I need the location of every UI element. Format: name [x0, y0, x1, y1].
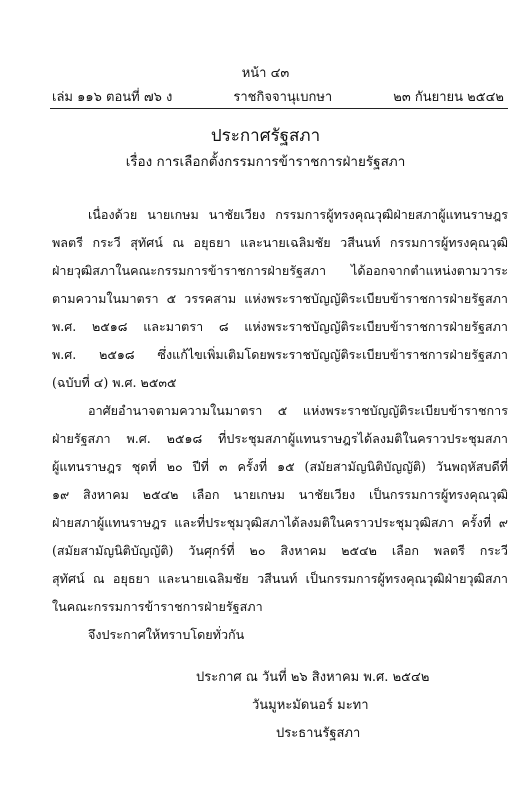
- signatory-position: ประธานรัฐสภา: [276, 726, 361, 741]
- paragraph1-line: เนื่องด้วย นายเกษม นาชัยเวียง กรรมการผู้ทรงคุณวุฒิฝ่ายสภาผู้แทนราษฎร: [88, 207, 508, 222]
- paragraph2-line: (สมัยสามัญนิติบัญญัติ) วันศุกร์ที่ ๒๐ สิงหาคม ๒๕๔๒ เลือก พลตรี กระวี: [52, 543, 508, 558]
- header-divider: [50, 108, 508, 109]
- paragraph2-line: ฝ่ายรัฐสภา พ.ศ. ๒๕๑๘ ที่ประชุมสภาผู้แทนราษฎรได้ลงมติในคราวประชุมสภา: [52, 431, 508, 446]
- paragraph2-line: ผู้แทนราษฎร ชุดที่ ๒๐ ปีที่ ๓ ครั้งที่ ๑๕ (สมัยสามัญนิติบัญญัติ) วันพฤหัสบดีที่: [52, 459, 508, 474]
- paragraph2-line: สุทัศน์ ณ อยุธยา และนายเฉลิมชัย วสีนนท์ เป็นกรรมการผู้ทรงคุณวุฒิฝ่ายวุฒิสภา: [52, 571, 508, 586]
- paragraph2-line: ๑๙ สิงหาคม ๒๕๔๒ เลือก นายเกษม นาชัยเวียง เป็นกรรมการผู้ทรงคุณวุฒิ: [52, 487, 508, 502]
- closing-line: จึงประกาศให้ทราบโดยทั่วกัน: [88, 627, 245, 642]
- paragraph1-line: พลตรี กระวี สุทัศน์ ณ อยุธยา และนายเฉลิมชัย วสีนนท์ กรรมการผู้ทรงคุณวุฒิ: [52, 235, 508, 250]
- publication-date: ๒๓ กันยายน ๒๕๔๒: [393, 90, 504, 105]
- page-number: หน้า ๔๓: [241, 66, 290, 81]
- paragraph1-line: (ฉบับที่ ๔) พ.ศ. ๒๕๓๕: [52, 375, 177, 390]
- document-title: ประกาศรัฐสภา: [210, 126, 321, 146]
- paragraph1-line: ตามความในมาตรา ๕ วรรคสาม แห่งพระราชบัญญัติระเบียบข้าราชการฝ่ายรัฐสภา: [52, 291, 508, 306]
- announcement-date: ประกาศ ณ วันที่ ๒๖ สิงหาคม พ.ศ. ๒๕๔๒: [196, 670, 430, 685]
- gazette-header: [52, 86, 504, 107]
- gazette-name: ราชกิจจานุเบกษา: [233, 90, 333, 105]
- paragraph1-line: พ.ศ. ๒๕๑๘ ซึ่งแก้ไขเพิ่มเติมโดยพระราชบัญญัติระเบียบข้าราชการฝ่ายรัฐสภา: [52, 347, 508, 362]
- paragraph2-line: ฝ่ายสภาผู้แทนราษฎร และที่ประชุมวุฒิสภาได้ลงมติในคราวประชุมวุฒิสภา ครั้งที่ ๙: [52, 515, 508, 530]
- paragraph1-line: พ.ศ. ๒๕๑๘ และมาตรา ๘ แห่งพระราชบัญญัติระเบียบข้าราชการฝ่ายรัฐสภา: [52, 319, 508, 334]
- volume-issue: เล่ม ๑๑๖ ตอนที่ ๗๖ ง: [52, 90, 173, 105]
- paragraph2-line: อาศัยอำนาจตามความในมาตรา ๕ แห่งพระราชบัญญัติระเบียบข้าราชการ: [88, 403, 508, 418]
- paragraph1-line: ฝ่ายวุฒิสภาในคณะกรรมการข้าราชการฝ่ายรัฐสภา ได้ออกจากตำแหน่งตามวาระ: [52, 263, 508, 278]
- paragraph2-line: ในคณะกรรมการข้าราชการฝ่ายรัฐสภา: [52, 599, 263, 614]
- document-subject: เรื่อง การเลือกตั้งกรรมการข้าราชการฝ่ายรัฐสภา: [125, 154, 406, 170]
- signatory-name: วันมูหะมัดนอร์ มะทา: [252, 698, 369, 713]
